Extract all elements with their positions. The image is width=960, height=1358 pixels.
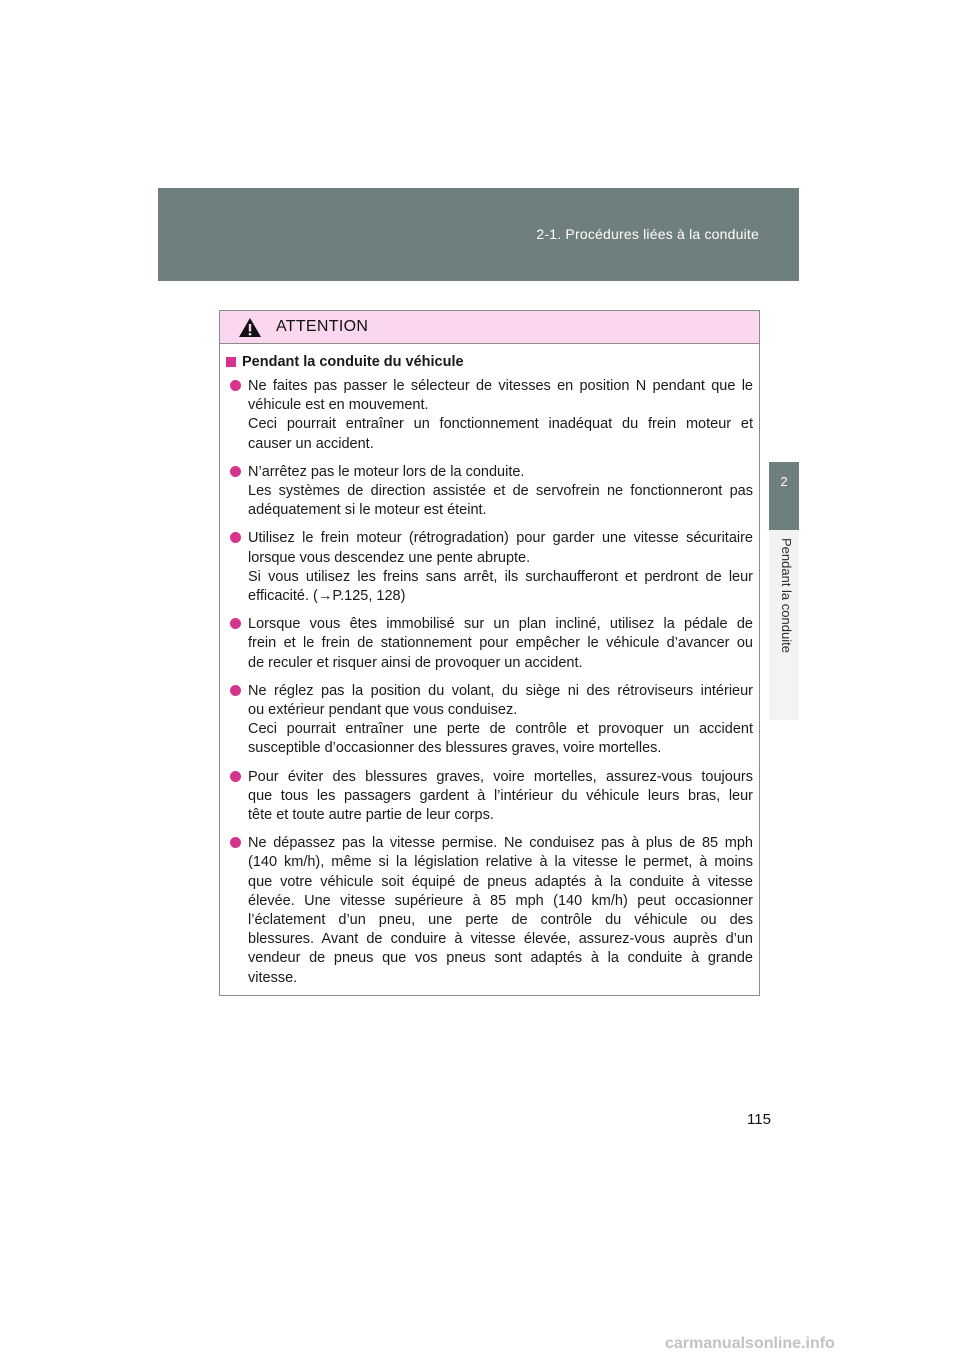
item-line: Ne réglez pas la position du volant, du siège ni des rétroviseurs intérieur [248, 682, 753, 699]
header-band [158, 188, 799, 281]
dot-bullet-icon [230, 618, 241, 629]
warning-item [226, 834, 753, 988]
item-line: de reculer et risquer ainsi de provoquer un accident. [248, 654, 583, 671]
item-line: vitesse. [248, 969, 298, 986]
item-line: frein et le frein de stationnement pour empêcher le véhicule d’avancer ou [248, 635, 753, 652]
item-line: que tous les passagers gardent à l’intérieur du véhicule leurs bras, leur [248, 787, 753, 804]
warning-item [226, 682, 753, 759]
page-number: 115 [747, 1111, 771, 1128]
item-line: Les systèmes de direction assistée et de servofrein ne fonctionneront pas [248, 483, 753, 500]
dot-bullet-icon [230, 771, 241, 782]
warning-label: ATTENTION [276, 318, 369, 335]
item-line: adéquatement si le moteur est éteint. [248, 502, 487, 519]
dot-bullet-icon [230, 685, 241, 696]
square-bullet-icon [226, 357, 236, 367]
item-line: vendeur de pneus que vos pneus sont adaptés à la conduite à grande [248, 950, 753, 967]
warning-item [226, 529, 753, 606]
warning-triangle-icon [238, 316, 268, 338]
item-line: véhicule est en mouvement. [248, 397, 429, 414]
warning-item [226, 615, 753, 673]
item-line: Ne dépassez pas la vitesse permise. Ne conduisez pas à plus de 85 mph [248, 835, 753, 852]
warning-box [219, 310, 760, 996]
item-line: blessures. Avant de conduire à vitesse élevée, assurez-vous auprès d’un [248, 931, 753, 948]
item-line: Si vous utilisez les freins sans arrêt, ils surchaufferont et perdront de leur [248, 568, 753, 585]
item-line: lorsque vous descendez une pente abrupte. [248, 549, 531, 566]
item-line: Ne faites pas passer le sélecteur de vitesses en position N pendant que le [248, 378, 753, 394]
item-line: causer un accident. [248, 435, 374, 452]
dot-bullet-icon [230, 532, 241, 543]
item-line: susceptible d’occasionner des blessures graves, voire mortelles. [248, 740, 662, 757]
item-line: ou extérieur pendant que vous conduisez. [248, 702, 518, 719]
side-tab-number: 2 [769, 462, 799, 530]
item-line: élevée. Une vitesse supérieure à 85 mph (140 km/h) peut occasionner [248, 892, 753, 909]
warning-item [226, 768, 753, 826]
section-title-text: Pendant la conduite du véhicule [242, 354, 464, 370]
item-line: Ceci pourrait entraîner une perte de contrôle et provoquer un accident [248, 721, 753, 738]
item-line: Pour éviter des blessures graves, voire mortelles, assurez-vous toujours [248, 768, 753, 785]
item-line: Utilisez le frein moteur (rétrogradation) pour garder une vitesse sécuritaire [248, 530, 753, 547]
side-tab-label: Pendant la conduite [779, 538, 794, 653]
item-line: Lorsque vous êtes immobilisé sur un plan incliné, utilisez la pédale de [248, 616, 753, 633]
item-line: tête et toute autre partie de leur corps. [248, 807, 494, 824]
item-line: efficacité. (→P.125, 128) [248, 588, 406, 605]
warning-body [220, 344, 759, 988]
warning-item [226, 377, 753, 454]
dot-bullet-icon [230, 837, 241, 848]
item-line: (140 km/h), même si la législation relative à la vitesse le permet, à moins [248, 854, 753, 871]
dot-bullet-icon [230, 466, 241, 477]
dot-bullet-icon [230, 380, 241, 391]
warning-header [220, 311, 759, 344]
item-line: N’arrêtez pas le moteur lors de la conduite. [248, 463, 525, 480]
warning-item [226, 463, 753, 521]
warning-items [226, 377, 753, 988]
item-line: l’éclatement d’un pneu, une perte de contrôle du véhicule ou des [248, 912, 753, 929]
item-line: Ceci pourrait entraîner un fonctionnement inadéquat du frein moteur et [248, 416, 753, 433]
item-line: que votre véhicule soit équipé de pneus adaptés à la conduite à vitesse [248, 873, 753, 890]
header-title: 2-1. Procédures liées à la conduite [536, 226, 759, 242]
watermark: carmanualsonline.info [665, 1335, 835, 1352]
section-title [226, 354, 753, 370]
